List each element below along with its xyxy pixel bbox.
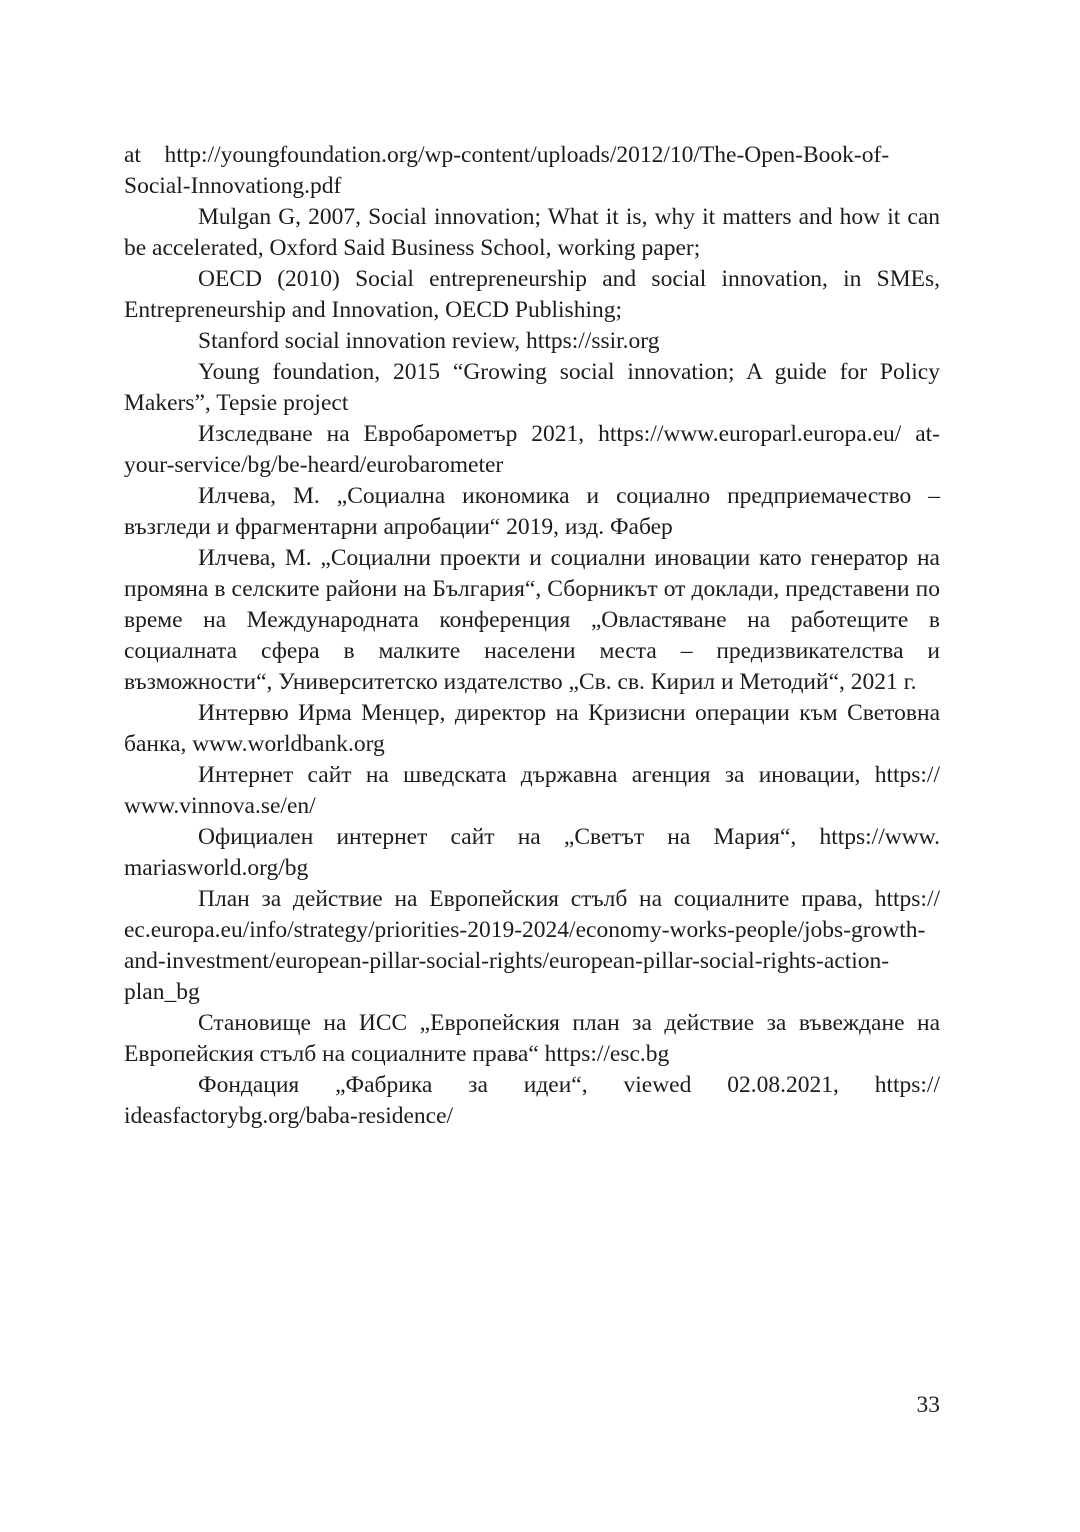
reference-entry: Илчева, М. „Социална икономика и социално предприемачество – възгледи и фрагментарни апробации“ 2019, изд. Фабер (124, 483, 940, 540)
reference-entry: at http://youngfoundation.org/wp-content/uploads/2012/10/The-Open-Book-of-Social-Innovationg.pdf (124, 142, 890, 199)
reference-entry: Интернет сайт на шведската държавна агенция за иновации, https:// www.vinnova.se/en/ (124, 762, 940, 819)
reference-entry: Илчева, М. „Социални проекти и социални иновации като генератор на промяна в селските райони на България“, Сборникът от доклади, представени по време на Международната конференция „Овластяване на работещите в социалната сфера в малките населени места – предизвикателства и възможности“, Университетско издателство „Св. св. Кирил и Методий“, 2021 г. (124, 545, 940, 695)
reference-entry: Stanford social innovation review, https://ssir.org (198, 328, 660, 354)
reference-entry: План за действие на Европейския стълб на социалните права, https:// ec.europa.eu/info/strategy/priorities-2019-2024/economy-works-people/jobs-growth-and-investment/european-pillar-social-rights/european-pillar-social-rights-action-plan_bg (124, 886, 940, 1005)
reference-entry: Young foundation, 2015 “Growing social innovation; A guide for Policy Makers”, Tepsie project (124, 359, 940, 416)
reference-entry: Фондация „Фабрика за идеи“, viewed 02.08.2021, https:// ideasfactorybg.org/baba-residence/ (124, 1072, 940, 1129)
reference-entry: OECD (2010) Social entrepreneurship and social innovation, in SMEs, Entrepreneurship and Innovation, OECD Publishing; (124, 266, 940, 323)
references-list (124, 140, 940, 1132)
reference-entry: Становище на ИСС „Европейския план за действие за въвеждане на Европейския стълб на социалните права“ https://esc.bg (124, 1010, 940, 1067)
reference-entry: Интервю Ирма Менцер, директор на Кризисни операции към Световна банка, www.worldbank.org (124, 700, 940, 757)
reference-entry: Mulgan G, 2007, Social innovation; What it is, why it matters and how it can be accelerated, Oxford Said Business School, working paper; (124, 204, 940, 261)
reference-entry: Изследване на Евробарометър 2021, https://www.europarl.europa.eu/ at-your-service/bg/be-heard/eurobarometer (124, 421, 940, 478)
page-number: 33 (916, 1392, 940, 1418)
reference-entry: Официален интернет сайт на „Светът на Мария“, https://www. mariasworld.org/bg (124, 824, 940, 881)
